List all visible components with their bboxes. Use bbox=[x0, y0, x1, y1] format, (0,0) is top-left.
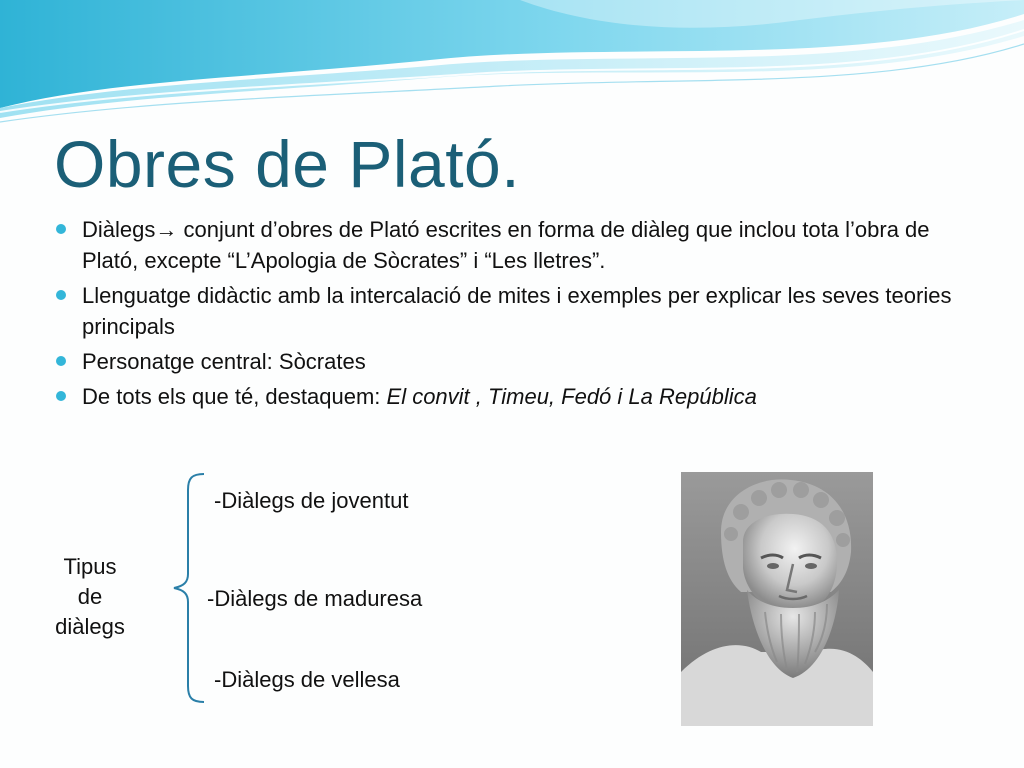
header-wave-decoration bbox=[0, 0, 1024, 130]
bullet-lead: Diàlegs bbox=[82, 217, 156, 242]
bullet-dot-icon bbox=[56, 224, 66, 234]
bullet-text: Personatge central: Sòcrates bbox=[82, 349, 366, 374]
curly-brace-icon bbox=[170, 470, 210, 706]
bullet-list bbox=[56, 214, 956, 416]
bullet-italic-works: El convit , Timeu, Fedó i La República bbox=[386, 384, 757, 409]
bullet-dot-icon bbox=[56, 391, 66, 401]
types-label-line: Tipus bbox=[63, 554, 117, 579]
arrow-right-icon: → bbox=[155, 217, 178, 242]
bullet-dot-icon bbox=[56, 356, 66, 366]
dialogue-type-vellesa: -Diàlegs de vellesa bbox=[214, 667, 400, 692]
bullet-item-llenguatge bbox=[56, 280, 956, 342]
types-label-line: de bbox=[77, 584, 103, 609]
bullet-dot-icon bbox=[56, 290, 66, 300]
plato-bust-image bbox=[681, 472, 873, 726]
bullet-item-personatge bbox=[56, 346, 956, 377]
bullet-text: De tots els que té, destaquem: bbox=[82, 384, 387, 409]
slide-title: Obres de Plató. bbox=[54, 127, 521, 201]
dialogue-type-maduresa: -Diàlegs de maduresa bbox=[207, 586, 423, 611]
bullet-text: Llenguatge didàctic amb la intercalació de mites i exemples per explicar les seves teories principals bbox=[82, 283, 952, 339]
dialogue-type-joventut: -Diàlegs de joventut bbox=[214, 488, 409, 513]
bullet-text: conjunt d’obres de Plató escrites en forma de diàleg que inclou tota l’obra de Plató, excepte “L’Apologia de Sòcrates” i “Les lletres”. bbox=[82, 217, 930, 273]
bullet-item-dialegs bbox=[56, 214, 956, 276]
types-label-line: diàlegs bbox=[55, 614, 125, 639]
bullet-item-destaquem bbox=[56, 381, 956, 412]
dialogue-types-label bbox=[40, 552, 140, 642]
